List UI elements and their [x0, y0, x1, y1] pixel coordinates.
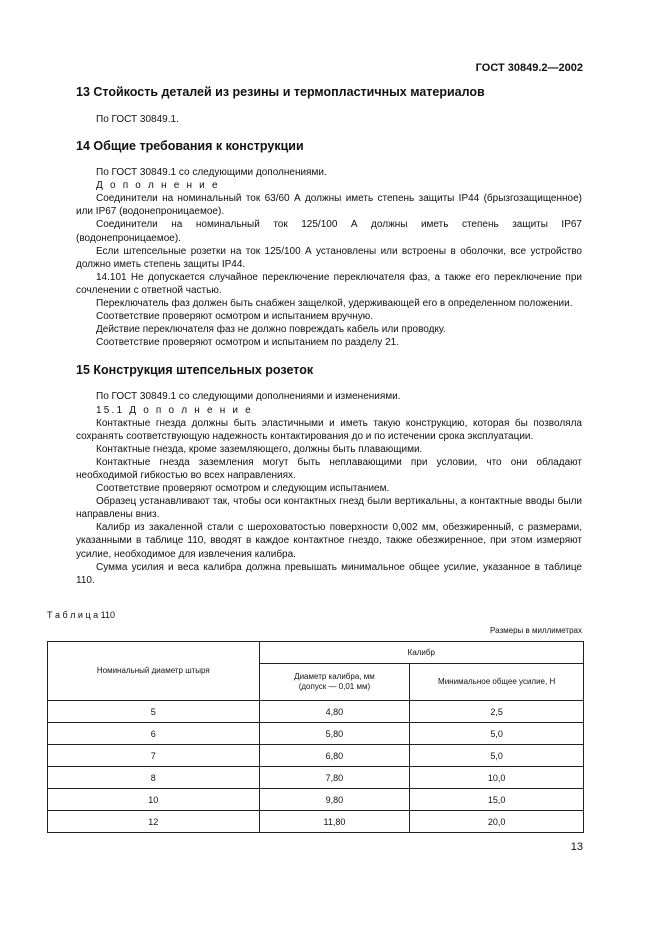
cell: 5,80 — [259, 723, 410, 745]
paragraph: Действие переключателя фаз не должно повреждать кабель или проводку. — [96, 324, 446, 336]
paragraph: Соответствие проверяют осмотром и испытанием вручную. — [96, 311, 374, 323]
col-header-min-force: Минимальное общее усилие, Н — [410, 664, 584, 701]
col-header-gauge: Калибр — [259, 642, 583, 664]
section-14-heading: 14 Общие требования к конструкции — [76, 139, 304, 154]
cell: 12 — [48, 811, 260, 833]
paragraph: По ГОСТ 30849.1. — [96, 114, 179, 125]
cell: 5,0 — [410, 723, 584, 745]
col-header-pin-diameter: Номинальный диаметр штыря — [48, 642, 260, 701]
col-header-gauge-diameter — [259, 664, 410, 701]
paragraph: По ГОСТ 30849.1 со следующими дополнениями. — [96, 167, 327, 179]
table-units: Размеры в миллиметрах — [490, 626, 582, 635]
table-row — [48, 723, 584, 745]
section-13-heading: 13 Стойкость деталей из резины и термопластичных материалов — [76, 85, 485, 99]
paragraph: Контактные гнезда заземления могут быть неплавающими при условии, что они обладают необходимой гибкостью во всех направлениях. — [76, 456, 582, 481]
table-110 — [47, 641, 584, 833]
document-id: ГОСТ 30849.2—2002 — [475, 62, 583, 74]
paragraph: Если штепсельные розетки на ток 125/100 А установлены или встроены в оболочки, все устройство должно иметь степень защиты IP44. — [76, 245, 582, 270]
cell: 9,80 — [259, 789, 410, 811]
table-row — [48, 789, 584, 811]
cell: 20,0 — [410, 811, 584, 833]
paragraph: Соединители на номинальный ток 125/100 А должны иметь степень защиты IP67 (водонепроницаемое). — [76, 219, 582, 244]
page-number: 13 — [570, 841, 583, 853]
addition-label: 15.1 Д о п о л н е н и е — [96, 404, 253, 416]
paragraph: По ГОСТ 30849.1 со следующими дополнениями и изменениями. — [96, 391, 401, 403]
addition-label: Д о п о л н е н и е — [96, 180, 220, 192]
section-15-heading: 15 Конструкция штепсельных розеток — [76, 363, 314, 378]
cell: 11,80 — [259, 811, 410, 833]
paragraph: Соединители на номинальный ток 63/60 А должны иметь степень защиты IP44 (брызгозащищенное) или IP67 (водонепроницаемое). — [76, 193, 582, 218]
cell: 2,5 — [410, 701, 584, 723]
paragraph: Контактные гнезда должны быть эластичными и иметь такую конструкцию, которая бы позволяла сохранять соответствующую надежность контактирования до и по истечении срока эксплуатации. — [76, 417, 582, 442]
paragraph: Соответствие проверяют осмотром и испытанием по разделу 21. — [96, 337, 399, 349]
cell: 7,80 — [259, 767, 410, 789]
paragraph: Образец устанавливают так, чтобы оси контактных гнезд были вертикальны, а контактные вводы были направлены вниз. — [76, 496, 582, 521]
cell: 10 — [48, 789, 260, 811]
cell: 6 — [48, 723, 260, 745]
paragraph: Контактные гнезда, кроме заземляющего, должны быть плавающими. — [96, 443, 423, 455]
table-row — [48, 745, 584, 767]
cell: 5,0 — [410, 745, 584, 767]
paragraph: Переключатель фаз должен быть снабжен защелкой, удерживающей его в определенном положении. — [96, 298, 573, 310]
cell: 8 — [48, 767, 260, 789]
paragraph: Калибр из закаленной стали с шероховатостью поверхности 0,002 мм, обезжиренный, с размерами, указанными в таблице 110, вводят в каждое контактное гнездо, также обезжиренное, при этом измеряют усилие, необходимое для извлечения калибра. — [76, 522, 582, 560]
table-row — [48, 811, 584, 833]
table-title: Т а б л и ц а 110 — [47, 610, 115, 620]
table-row — [48, 701, 584, 723]
paragraph: Соответствие проверяют осмотром и следующим испытанием. — [96, 483, 390, 495]
cell: 10,0 — [410, 767, 584, 789]
table-row — [48, 767, 584, 789]
cell: 4,80 — [259, 701, 410, 723]
cell: 15,0 — [410, 789, 584, 811]
cell: 5 — [48, 701, 260, 723]
main-text — [76, 84, 582, 587]
cell: 7 — [48, 745, 260, 767]
paragraph: Сумма усилия и веса калибра должна превышать минимальное общее усилие, указанное в таблице 110. — [76, 561, 582, 586]
cell: 6,80 — [259, 745, 410, 767]
col-header-gauge-diameter-line1: Диаметр калибра, мм — [294, 672, 375, 681]
col-header-gauge-diameter-line2: (допуск — 0,01 мм) — [298, 682, 371, 691]
paragraph: 14.101 Не допускается случайное переключение переключателя фаз, а также его переключение при сочленении с ответной частью. — [76, 271, 582, 296]
